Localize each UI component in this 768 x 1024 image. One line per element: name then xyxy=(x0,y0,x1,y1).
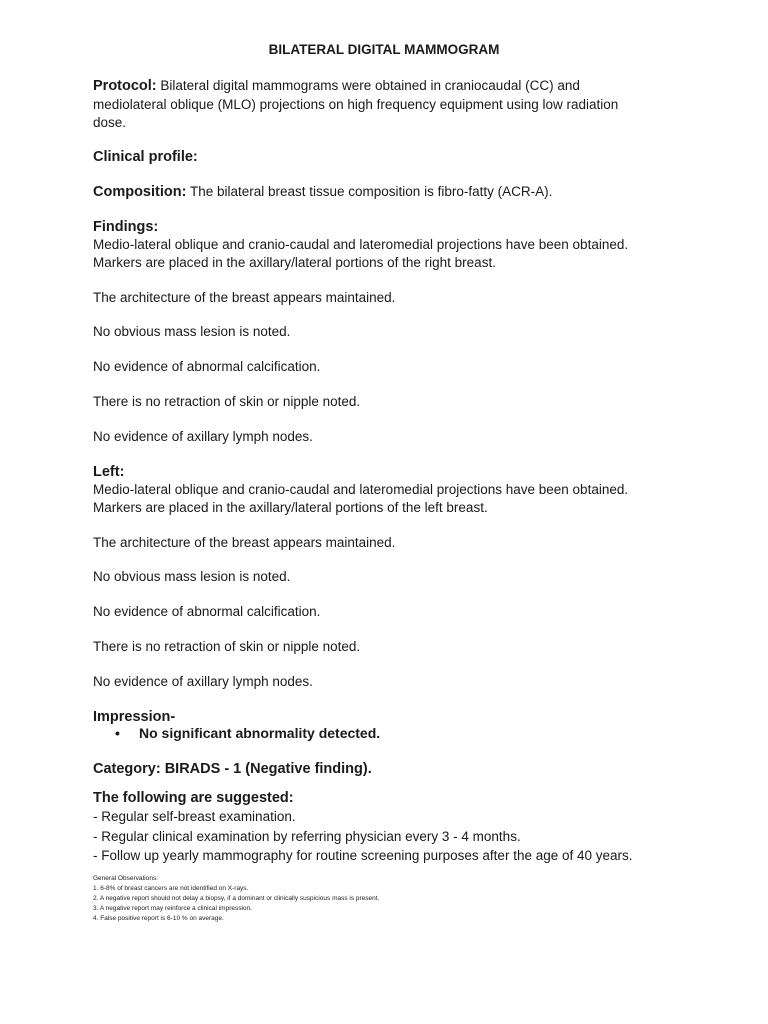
impression-bullet-item xyxy=(115,725,380,741)
protocol-line-3: dose. xyxy=(93,115,127,130)
findings-intro-line-2: Markers are placed in the axillary/lateral portions of the right breast. xyxy=(93,255,496,270)
report-title: BILATERAL DIGITAL MAMMOGRAM xyxy=(268,42,500,57)
impression-label: Impression- xyxy=(93,709,176,725)
left-item: No evidence of axillary lymph nodes. xyxy=(93,674,313,689)
left-intro-line-1: Medio-lateral oblique and cranio-caudal and lateromedial projections have been obtained. xyxy=(93,482,629,497)
composition-label: Composition: xyxy=(93,184,187,200)
impression-text: No significant abnormality detected. xyxy=(139,725,381,741)
general-observations-label: General Observations: xyxy=(93,875,159,882)
findings-label: Findings: xyxy=(93,219,159,235)
composition-text: The bilateral breast tissue composition is fibro-fatty (ACR-A). xyxy=(189,184,553,199)
general-observation-item: 3. A negative report may reinforce a clinical impression. xyxy=(93,905,252,912)
suggested-item: - Follow up yearly mammography for routine screening purposes after the age of 40 years. xyxy=(93,848,633,863)
bullet-icon: • xyxy=(115,725,120,741)
protocol-label: Protocol: xyxy=(93,78,157,94)
findings-item: No evidence of abnormal calcification. xyxy=(93,359,321,374)
findings-item: No obvious mass lesion is noted. xyxy=(93,324,291,339)
left-item: There is no retraction of skin or nipple noted. xyxy=(93,639,361,654)
findings-intro-line-1: Medio-lateral oblique and cranio-caudal and lateromedial projections have been obtained. xyxy=(93,237,629,252)
suggested-item: - Regular clinical examination by referring physician every 3 - 4 months. xyxy=(93,829,521,844)
findings-item: There is no retraction of skin or nipple noted. xyxy=(93,394,361,409)
protocol-section xyxy=(93,77,693,133)
left-item: The architecture of the breast appears maintained. xyxy=(93,535,396,550)
general-observation-item: 1. 6-8% of breast cancers are not identified on X-rays. xyxy=(93,885,249,892)
composition-section xyxy=(93,183,693,202)
findings-item: The architecture of the breast appears maintained. xyxy=(93,290,396,305)
left-item: No obvious mass lesion is noted. xyxy=(93,569,291,584)
left-intro-line-2: Markers are placed in the axillary/lateral portions of the left breast. xyxy=(93,500,488,515)
general-observation-item: 2. A negative report should not delay a biopsy, if a dominant or clinically suspicious mass is present. xyxy=(93,895,380,902)
category-line: Category: BIRADS - 1 (Negative finding). xyxy=(93,761,372,777)
clinical-profile-label: Clinical profile: xyxy=(93,149,198,165)
left-item: No evidence of abnormal calcification. xyxy=(93,604,321,619)
suggested-item: - Regular self-breast examination. xyxy=(93,809,296,824)
findings-item: No evidence of axillary lymph nodes. xyxy=(93,429,313,444)
left-label: Left: xyxy=(93,464,125,480)
protocol-line-2: mediolateral oblique (MLO) projections on high frequency equipment using low radiation xyxy=(93,96,619,112)
suggested-label: The following are suggested: xyxy=(93,790,294,806)
general-observation-item: 4. False positive report is 6-10 % on average. xyxy=(93,915,224,922)
protocol-line-1: Bilateral digital mammograms were obtained in craniocaudal (CC) and xyxy=(160,78,580,93)
